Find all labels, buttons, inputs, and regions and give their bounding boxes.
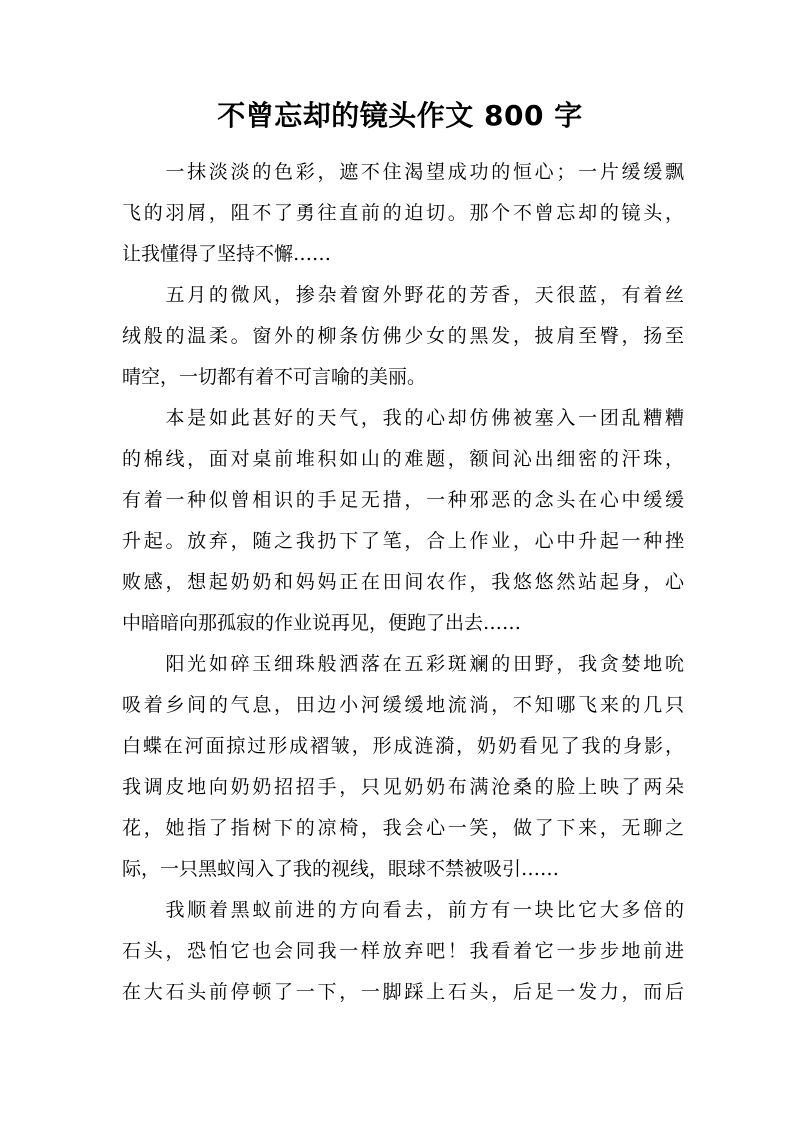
text-line: 晴空，一切都有着不可言喻的美丽。 xyxy=(122,366,427,388)
text-line: 花，她指了指树下的凉椅，我会心一笑，做了下来，无聊之 xyxy=(122,817,684,839)
text-line: 本是如此甚好的天气，我的心却仿佛被塞入一团乱糟糟 xyxy=(122,407,684,429)
text-line: 升起。放弃，随之我扔下了笔，合上作业，心中升起一种挫 xyxy=(122,530,684,552)
paragraph-2 xyxy=(122,275,684,398)
text-line: 的棉线，面对桌前堆积如山的难题，额间沁出细密的汗珠， xyxy=(122,448,684,470)
text-line: 际，一只黑蚁闯入了我的视线，眼球不禁被吸引…… xyxy=(122,858,560,880)
text-line: 我调皮地向奶奶招招手，只见奶奶布满沧桑的脸上映了两朵 xyxy=(122,776,684,798)
text-line: 让我懂得了坚持不懈…… xyxy=(122,243,332,265)
text-line: 五月的微风，掺杂着窗外野花的芳香，天很蓝，有着丝 xyxy=(122,284,684,306)
text-line: 飞的羽屑，阻不了勇往直前的迫切。那个不曾忘却的镜头， xyxy=(122,202,684,224)
text-line: 我顺着黑蚁前进的方向看去，前方有一块比它大多倍的 xyxy=(122,899,684,921)
paragraph-4 xyxy=(122,644,684,890)
text-line: 阳光如碎玉细珠般洒落在五彩斑斓的田野，我贪婪地吮 xyxy=(122,653,684,675)
text-line: 中暗暗向那孤寂的作业说再见，便跑了出去…… xyxy=(122,612,522,634)
text-line: 石头，恐怕它也会同我一样放弃吧！我看着它一步步地前进 xyxy=(122,940,684,962)
paragraph-5 xyxy=(122,890,684,1013)
text-line: 白蝶在河面掠过形成褶皱，形成涟漪，奶奶看见了我的身影， xyxy=(122,735,684,757)
page-title: 不曾忘却的镜头作文 800 字 xyxy=(217,99,583,132)
paragraph-3 xyxy=(122,398,684,644)
text-line: 吸着乡间的气息，田边小河缓缓地流淌，不知哪飞来的几只 xyxy=(122,694,684,716)
text-line: 有着一种似曾相识的手足无措，一种邪恶的念头在心中缓缓 xyxy=(122,489,684,511)
text-line: 败感，想起奶奶和妈妈正在田间农作，我悠悠然站起身，心 xyxy=(122,571,684,593)
text-line: 一抹淡淡的色彩，遮不住渴望成功的恒心；一片缓缓飘 xyxy=(122,161,684,183)
text-line: 绒般的温柔。窗外的柳条仿佛少女的黑发，披肩至臀，扬至 xyxy=(122,325,684,347)
essay-body xyxy=(122,152,684,1013)
text-line: 在大石头前停顿了一下，一脚踩上石头，后足一发力，而后 xyxy=(122,981,684,1003)
paragraph-1 xyxy=(122,152,684,275)
